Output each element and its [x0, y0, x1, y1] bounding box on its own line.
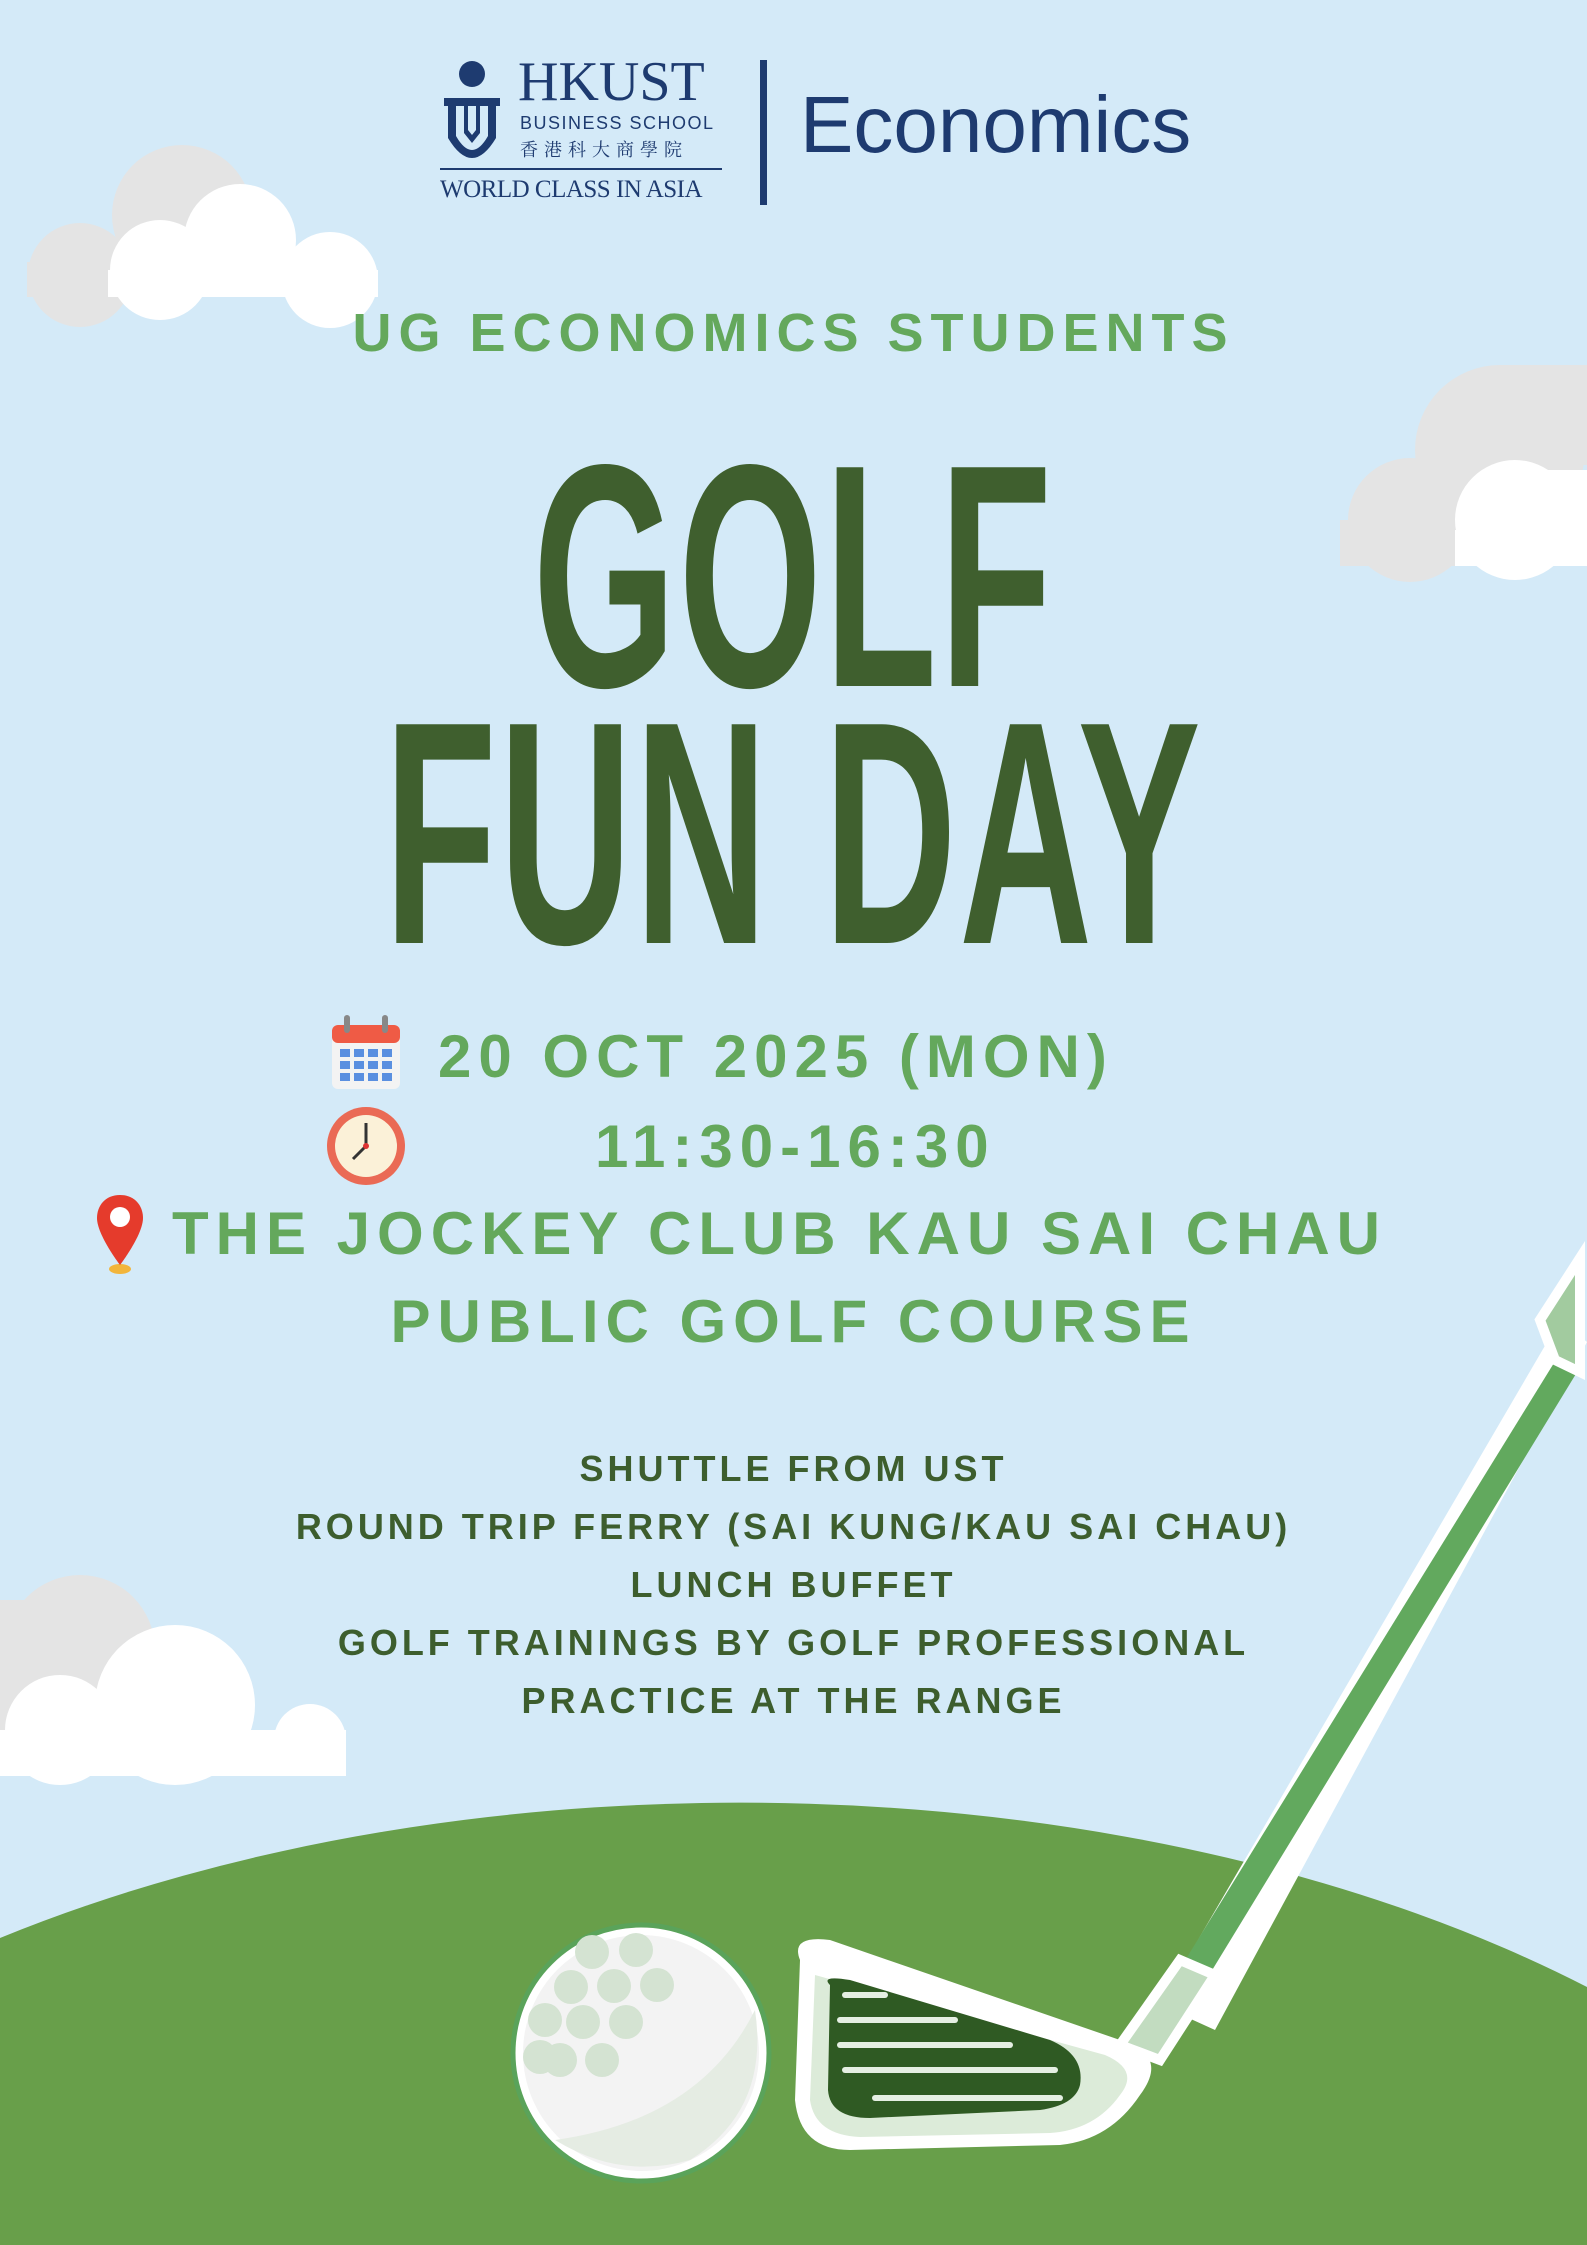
event-date: 20 OCT 2025 (MON) [438, 1023, 1114, 1090]
cloud-top-left [27, 145, 378, 328]
title-line-1: GOLF [532, 399, 1055, 754]
logo-rule [440, 168, 722, 170]
feature-item: GOLF TRAININGS BY GOLF PROFESSIONAL [337, 1622, 1250, 1663]
audience-heading: UG ECONOMICS STUDENTS [352, 303, 1235, 363]
venue-line-1: THE JOCKEY CLUB KAU SAI CHAU [172, 1200, 1387, 1267]
hkust-emblem-icon [440, 58, 505, 163]
logo-chinese: 香港科大商學院 [520, 140, 688, 160]
features-list [0, 1440, 1587, 1730]
logo-divider [760, 60, 767, 205]
logo-school: HKUST [518, 51, 705, 113]
venue-line-2: PUBLIC GOLF COURSE [390, 1288, 1197, 1355]
feature-item: PRACTICE AT THE RANGE [521, 1680, 1066, 1721]
logo-subtitle: BUSINESS SCHOOL [520, 113, 715, 133]
golf-ball [513, 1925, 769, 2181]
logo-tagline: WORLD CLASS IN ASIA [440, 176, 703, 203]
hkust-logo [440, 51, 730, 208]
feature-item: ROUND TRIP FERRY (SAI KUNG/KAU SAI CHAU) [295, 1506, 1292, 1547]
feature-item: SHUTTLE FROM UST [579, 1448, 1008, 1489]
event-time: 11:30-16:30 [595, 1113, 996, 1180]
cloud-right [1340, 365, 1587, 582]
clock-icon [325, 1105, 407, 1187]
title-line-2: FUN DAY [383, 656, 1204, 1011]
feature-item: LUNCH BUFFET [630, 1564, 957, 1605]
location-pin-icon [95, 1193, 145, 1275]
grass-hill [0, 1803, 1587, 2245]
calendar-icon [330, 1015, 402, 1091]
department-name: Economics [800, 80, 1192, 169]
